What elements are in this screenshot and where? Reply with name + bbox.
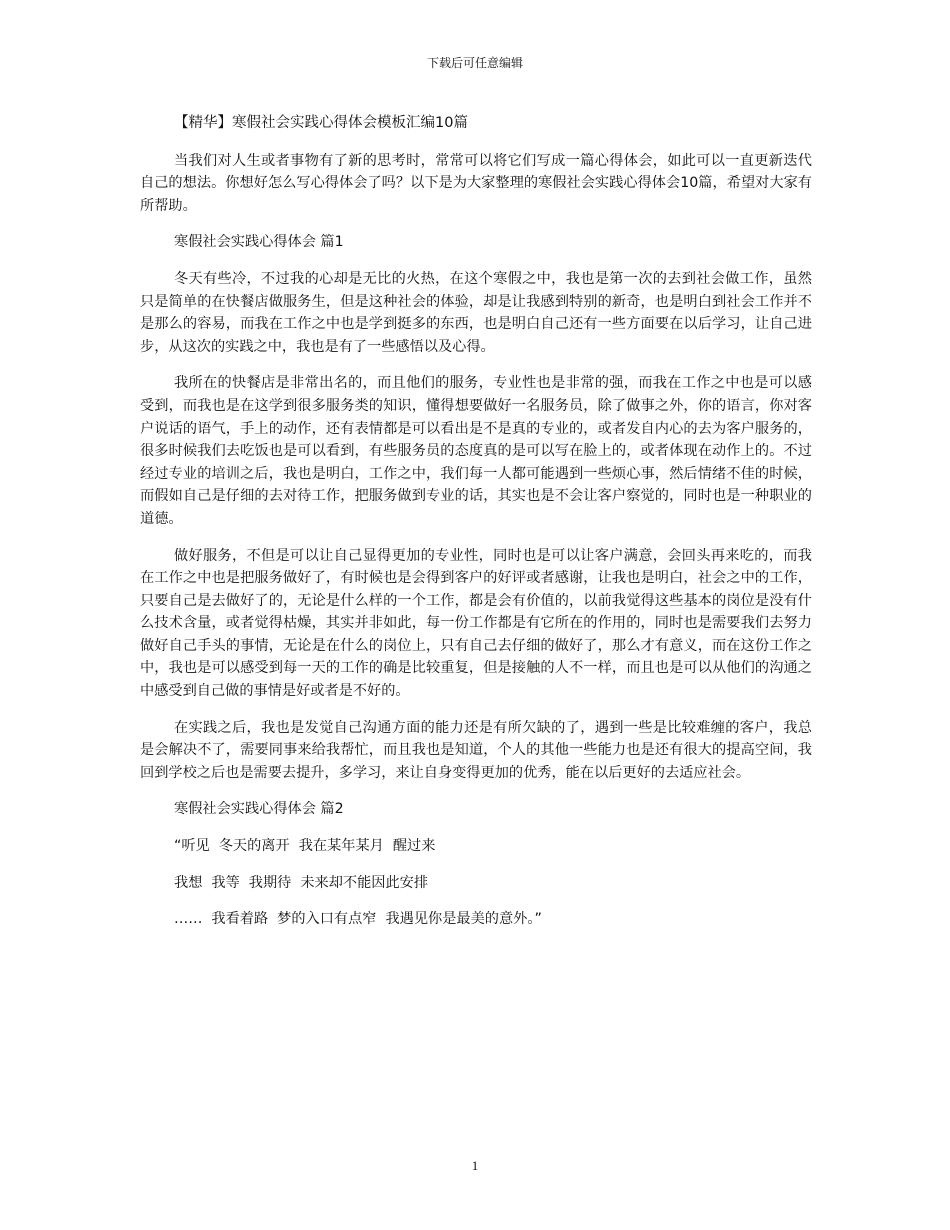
body-paragraph: 做好服务，不但是可以让自己显得更加的专业性，同时也是可以让客户满意，会回头再来吃的，而我在工作之中也是把服务做好了，有时候也是会得到客户的好评或者感谢，让我也是明白，社会之中的工作，只要自己是去做好了的，无论是什么样的一个工作，都是会有价值的，以前我觉得这些基本的岗位是没有什么技术含量，或者觉得枯燥，其实并非如此，每一份工作都是有它所在的作用的，同时也是需要我们去努力做好自己手头的事情，无论是在什么的岗位上，只有自己去仔细的做好了，那么才有意义，而在这份工作之中，我也是可以感受到每一天的工作的确是比较重复，但是接触的人不一样，而且也是可以从他们的沟通之中感受到自己做的事情是好或者是不好的。 <box>140 547 812 700</box>
section-heading: 寒假社会实践心得体会 篇1 <box>174 234 344 251</box>
intro-paragraph: 当我们对人生或者事物有了新的思考时，常常可以将它们写成一篇心得体会，如此可以一直更新迭代自己的想法。你想好怎么写心得体会了吗？以下是为大家整理的寒假社会实践心得体会10篇，希望对大家有所帮助。 <box>140 152 812 214</box>
poem-line: “听见 冬天的离开 我在某年某月 醒过来 <box>174 838 436 855</box>
document-body <box>140 112 812 945</box>
poem-line: 我想 我等 我期待 未来却不能因此安排 <box>174 874 429 891</box>
document-title: 【精华】寒假社会实践心得体会模板汇编10篇 <box>174 115 468 131</box>
body-paragraph: 我所在的快餐店是非常出名的，而且他们的服务，专业性也是非常的强，而我在工作之中也是可以感受到，而我也是在这学到很多服务类的知识，懂得想要做好一名服务员，除了做事之外，你的语言，你对客户说话的语气，手上的动作，还有表情都是可以看出是不是真的专业的，或者发自内心的去为客户服务的，很多时候我们去吃饭也是可以看到，有些服务员的态度真的是可以写在脸上的，或者体现在动作上的。不过经过专业的培训之后，我也是明白，工作之中，我们每一人都可能遇到一些烦心事，然后情绪不佳的时候，而假如自己是仔细的去对待工作，把服务做到专业的话，其实也是不会让客户察觉的，同时也是一种职业的道德。 <box>140 375 812 527</box>
section-heading: 寒假社会实践心得体会 篇2 <box>174 801 344 818</box>
body-paragraph: 冬天有些冷，不过我的心却是无比的火热，在这个寒假之中，我也是第一次的去到社会做工作，虽然只是简单的在快餐店做服务生，但是这种社会的体验，却是让我感到特别的新奇，也是明白到社会工作并不是那么的容易，而我在工作之中也是学到挺多的东西，也是明白自己还有一些方面要在以后学习，让自己进步，从这次的实践之中，我也是有了一些感悟以及心得。 <box>140 270 812 355</box>
poem-line: …… 我看着路 梦的入口有点窄 我遇见你是最美的意外。” <box>174 911 542 928</box>
header-note: 下载后可任意编辑 <box>426 56 523 70</box>
body-paragraph: 在实践之后，我也是发觉自己沟通方面的能力还是有所欠缺的了，遇到一些是比较难缠的客户，我总是会解决不了，需要同事来给我帮忙，而且我也是知道，个人的其他一些能力也是还有很大的提高空间，我回到学校之后也是需要去提升，多学习，来让自身变得更加的优秀，能在以后更好的去适应社会。 <box>140 719 812 781</box>
page-number: 1 <box>471 1158 479 1173</box>
